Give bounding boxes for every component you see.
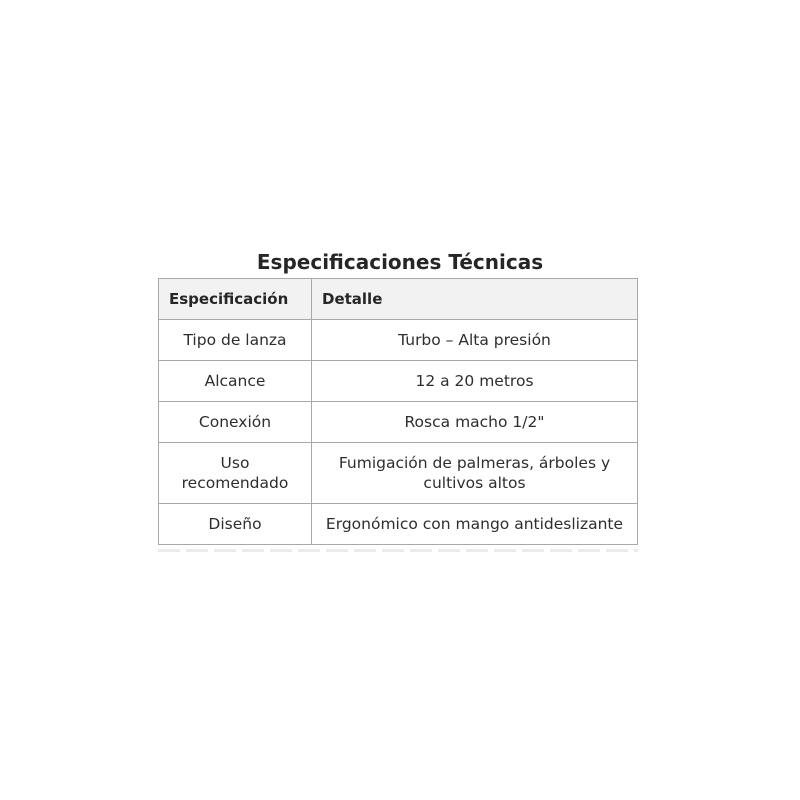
- cut-off-text-fragment: [158, 549, 638, 552]
- table-row: [159, 361, 638, 402]
- table-row: [159, 443, 638, 504]
- table-row: [159, 320, 638, 361]
- row-label: Alcance: [159, 361, 312, 402]
- header-detail: Detalle: [312, 279, 638, 320]
- row-value: Fumigación de palmeras, árboles y cultivos altos: [312, 443, 638, 504]
- row-label: Diseño: [159, 504, 312, 545]
- row-value: 12 a 20 metros: [312, 361, 638, 402]
- row-value: Rosca macho 1/2": [312, 402, 638, 443]
- row-value: Turbo – Alta presión: [312, 320, 638, 361]
- page-title: Especificaciones Técnicas: [256, 250, 544, 274]
- table-row: [159, 402, 638, 443]
- row-value: Ergonómico con mango antideslizante: [312, 504, 638, 545]
- row-label: Uso recomendado: [159, 443, 312, 504]
- row-label: Conexión: [159, 402, 312, 443]
- table-row: [159, 504, 638, 545]
- header-spec: Especificación: [159, 279, 312, 320]
- specs-table: [158, 278, 638, 545]
- cut-off-text-line: [158, 546, 638, 554]
- row-label: Tipo de lanza: [159, 320, 312, 361]
- table-header-row: [159, 279, 638, 320]
